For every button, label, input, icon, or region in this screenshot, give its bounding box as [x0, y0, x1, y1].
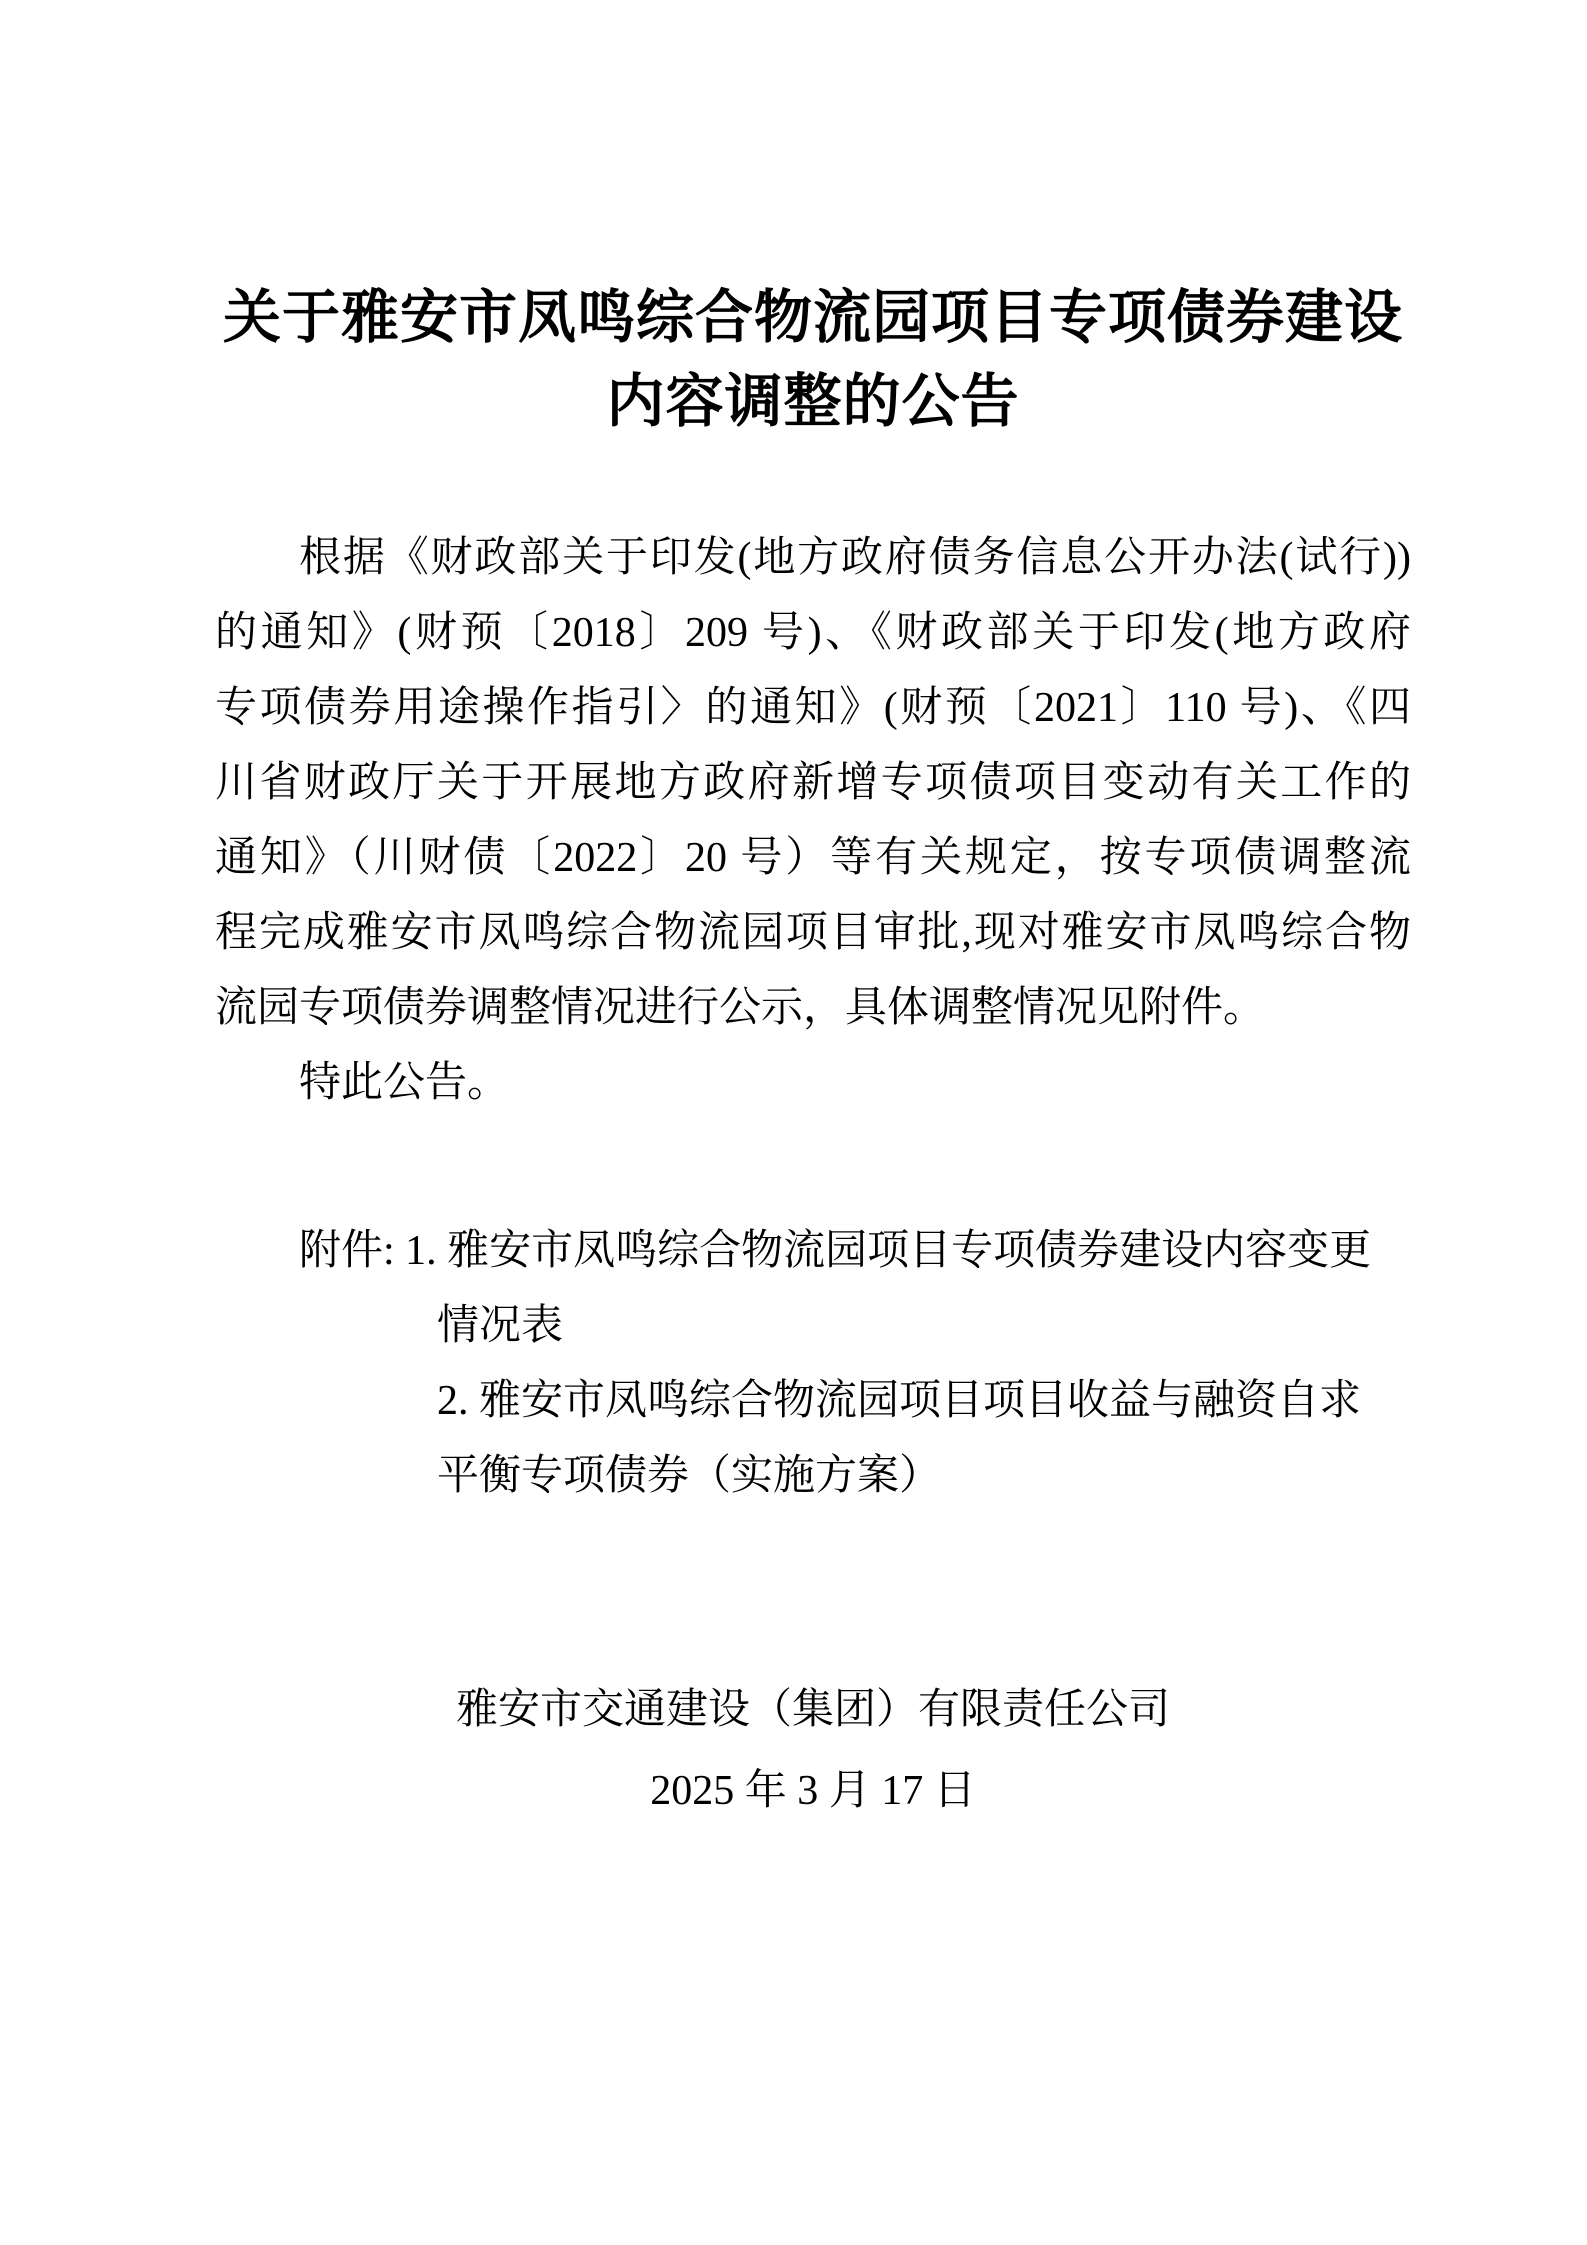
attachment-item-1-line-2: 情况表 [437, 1303, 564, 1349]
attachment-item-2-line-2: 平衡专项债券（实施方案） [437, 1453, 942, 1499]
paragraph-line-1: 根据《财政部关于印发(地方政府债务信息公开办法(试行)) [299, 535, 1411, 581]
paragraph-line-2: 的通知》(财预〔2018〕209 号)、《财政部关于印发(地方政府 [215, 610, 1411, 656]
signature-block [215, 1670, 1411, 1832]
attachments-block [215, 1214, 1411, 1514]
signature-company: 雅安市交通建设（集团）有限责任公司 [455, 1687, 1170, 1733]
paragraph-line-7: 流园专项债券调整情况进行公示，具体调整情况见附件。 [215, 985, 1266, 1031]
paragraph-line-3: 专项债券用途操作指引〉的通知》(财预〔2021〕110 号)、《四 [215, 685, 1411, 731]
attachment-item-2-line-1: 2. 雅安市凤鸣综合物流园项目项目收益与融资自求 [437, 1378, 1362, 1424]
paragraph-line-4: 川省财政厅关于开展地方政府新增专项债项目变动有关工作的 [215, 760, 1411, 806]
document-title-line-2: 内容调整的公告 [606, 367, 1020, 435]
main-paragraph [215, 521, 1411, 1046]
document-title [215, 0, 1411, 443]
closing-statement: 特此公告。 [299, 1060, 510, 1106]
paragraph-line-6: 程完成雅安市凤鸣综合物流园项目审批,现对雅安市凤鸣综合物 [215, 910, 1411, 956]
signature-date: 2025 年 3 月 17 日 [650, 1768, 976, 1814]
document-title-line-1: 关于雅安市凤鸣综合物流园项目专项债券建设 [222, 283, 1403, 351]
attachment-item-1-line-1: 附件: 1. 雅安市凤鸣综合物流园项目专项债券建设内容变更 [299, 1228, 1372, 1274]
paragraph-line-5: 通知》（川财债〔2022〕20 号）等有关规定，按专项债调整流 [215, 835, 1411, 881]
